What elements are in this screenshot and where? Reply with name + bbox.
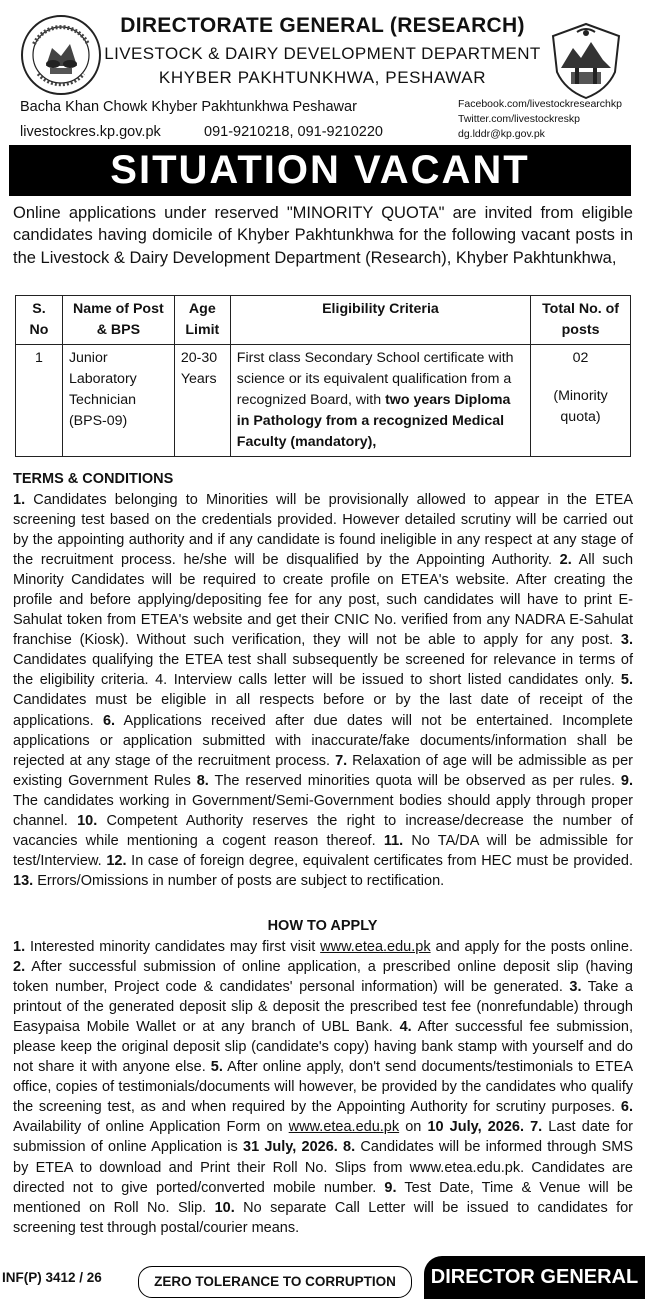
term-text: In case of foreign degree, equivalent certificates from HEC must be provided. (131, 852, 634, 869)
howto-text: Test Date, Time & Venue will be mentioned on Roll No. Slip. (13, 1179, 633, 1216)
email-address: dg.lddr@kp.gov.pk (458, 128, 545, 140)
cell-posts (531, 345, 631, 457)
term-number: 7. (335, 752, 348, 769)
howto-text: and apply for the posts online. (435, 939, 634, 955)
term-number: 5. (620, 672, 634, 689)
org-location: KHYBER PAKHTUNKHWA, PESHAWAR (158, 68, 487, 87)
cell-sno: 1 (16, 345, 63, 457)
howto-text: Interested minority candidates may first visit (29, 939, 316, 955)
term-number: 2. (559, 552, 572, 569)
term-text: The candidates working in Government/Semi-Government bodies should apply through proper channel. (13, 792, 633, 829)
etea-link[interactable]: www.etea.edu.pk (288, 1119, 400, 1136)
advert-reference: INF(P) 3412 / 26 (2, 1270, 102, 1285)
signatory-label: DIRECTOR GENERAL (424, 1256, 645, 1299)
col-header-posts: Total No. of posts (531, 296, 631, 345)
term-text: The reserved minorities quota will be observed as per rules. (214, 772, 615, 789)
twitter-link: Twitter.com/livestockreskp (458, 113, 580, 125)
cell-age: 20-30 Years (174, 345, 230, 457)
howto-text: on (405, 1119, 422, 1136)
howto-text: No separate Call Letter will be issued to candidates for screening test through postal/courier means. (13, 1199, 634, 1236)
department-name: LIVESTOCK & DAIRY DEVELOPMENT DEPARTMENT (104, 44, 541, 63)
org-title: DIRECTORATE GENERAL (RESEARCH) (120, 14, 525, 37)
term-text: Competent Authority reserves the right to increase/decrease the number of vacancies while mentioning a cogent reason thereof. (13, 812, 634, 849)
etea-link[interactable]: www.etea.edu.pk (320, 939, 431, 955)
org-website: livestockres.kp.gov.pk (20, 124, 161, 140)
term-text: Candidates qualifying the ETEA test shall subsequently be screened for relevance in terms of the eligibility criteria. 4. Interview calls letter will be issued to short listed candidates only. (13, 652, 633, 689)
term-text: No TA/DA will be admissible for test/Interview. (13, 832, 634, 869)
howto-text: Availability of online Application Form on (13, 1119, 283, 1136)
howto-text: Candidates will be informed through SMS by ETEA to download and Print their Roll No. Slips from www.etea.edu.pk. Candidates are directed not to give ported/converted mobile number. (13, 1139, 634, 1196)
org-address: Bacha Khan Chowk Khyber Pakhtunkhwa Peshawar (20, 99, 357, 115)
col-header-criteria: Eligibility Criteria (230, 296, 530, 345)
intro-text: Online applications under reserved "MINORITY QUOTA" are invited from eligible candidates having domicile of Khyber Pakhtunkhwa for the following vacant posts in the Livestock & Dairy Development Department (Research), Khyber Pakhtunkhwa, (13, 204, 633, 267)
cell-criteria (230, 345, 530, 457)
howto-text: Take a printout of the generated deposit slip & deposit the prescribed test fee (nonrefundable) through Easypaisa Mobile Wallet or at any branch of UBL Bank. (13, 979, 633, 1036)
term-number: 1. (13, 492, 26, 508)
availability-date: 10 July, 2026. (427, 1119, 524, 1136)
slogan-badge: ZERO TOLERANCE TO CORRUPTION (138, 1266, 412, 1298)
terms-body (13, 490, 633, 891)
criteria-text: First class Secondary School certificate with science or its equivalent qualification from a recognized Board, with (236, 350, 514, 408)
terms-heading: TERMS & CONDITIONS (13, 471, 174, 487)
term-text: Applications received after due dates will not be entertained. Incomplete applications or application submitted with inaccurate/fake documents/information shall be rejected at any stage of the recruitment process. (13, 712, 633, 769)
last-date: 31 July, 2026. (243, 1139, 338, 1156)
situation-vacant-banner: SITUATION VACANT (9, 145, 631, 196)
col-header-age: Age Limit (174, 296, 230, 345)
col-header-sno: S. No (16, 296, 63, 345)
term-number: 6. (102, 712, 116, 729)
howto-text: After online apply, don't send documents/testimonials to ETEA office, copies of testimonials/documents will however, be provided by the candidates who qualify the screening test, as and when required by the Appointing Authority for scrutiny purposes. (13, 1059, 633, 1116)
term-number: 13. (13, 872, 34, 889)
term-number: 11. (383, 832, 404, 849)
term-number: 9. (620, 772, 633, 789)
vacancy-table (15, 295, 631, 457)
term-text: Candidates belonging to Minorities will be provisionally allowed to appear in the ETEA screening test based on the credentials provided. However detailed scrutiny will be carried out by the appointing authority and if any candidate is found ineligible in any respect at any stage of the recruitment process. he/she will be disqualified by the Appointing Authority. (13, 492, 633, 569)
term-text: Candidates must be eligible in all respects before or by the last date of receipt of the applications. (13, 692, 633, 729)
how-to-apply-heading: HOW TO APPLY (267, 918, 378, 934)
term-number: 12. (106, 852, 127, 869)
table-row (16, 345, 631, 457)
howto-text: Last date for submission of online Application is (13, 1119, 634, 1156)
term-text: Errors/Omissions in number of posts are subject to rectification. (37, 872, 445, 889)
howto-text: After successful submission of online application, a prescribed online deposit slip (having token number, Project code & candidates' personal information) will be generated. (13, 959, 634, 996)
table-header-row (16, 296, 631, 345)
posts-count: 02 (572, 350, 589, 366)
criteria-bold-text: two years Diploma in Pathology from a recognized Medical Faculty (mandatory), (236, 392, 511, 450)
cell-post: Junior Laboratory Technician (BPS-09) (62, 345, 174, 457)
posts-quota: (Minority quota) (553, 388, 608, 425)
term-text: Relaxation of age will be admissible as per existing Government Rules (13, 752, 633, 789)
howto-text: After successful fee submission, please keep the original deposit slip (candidate's copy) having bank stamp with yourself and do not share it with anyone else. (13, 1019, 633, 1076)
how-to-apply-body: 1. Interested minority candidates may first visit www.etea.edu.pk and apply for the posts online. 2. After successful submission of online application, a prescribed online deposit slip (having token number, Project code & candidates' personal information) will be generated. 3. Take a printout of the generated deposit slip & deposit the prescribed test fee (nonrefundable) through Easypaisa Mobile Wallet or at any branch of UBL Bank. 4. After successful fee submission, please keep the original deposit slip (candidate's copy) having bank stamp with yourself and do not share it with anyone else. 5. After online apply, don't send documents/testimonials to ETEA office, copies of testimonials/documents will however, be provided by the candidates who qualify the screening test, as and when required by the Appointing Authority for scrutiny purposes. 6. Availability of online Application Form on www.etea.edu.pk on 10 July, 2026. 7. Last date for submission of online Application is 31 July, 2026. 8. Candidates will be informed through SMS by ETEA to download and Print their Roll No. Slips from www.etea.edu.pk. Candidates are directed not to give ported/converted mobile number. 9. Test Date, Time & Venue will be mentioned on Roll No. Slip. 10. No separate Call Letter will be issued to candidates for screening test through postal/courier means. (13, 939, 634, 1236)
org-phones: 091-9210218, 091-9210220 (204, 124, 383, 140)
facebook-link: Facebook.com/livestockresearchkp (458, 98, 622, 110)
term-number: 3. (620, 632, 634, 649)
col-header-post: Name of Post & BPS (62, 296, 174, 345)
term-text: All such Minority Candidates will be required to create profile on ETEA's website. After creating the profile and before applying/depositing fee for any post, such candidates will have to print E-Sahulat token from ETEA's website and get their CNIC No. verified from any NADRA E-Sahulat franchise (Kiosk). Without such verification, they will not be able to apply for any post. (13, 552, 634, 649)
term-number: 10. (77, 812, 98, 829)
term-number: 8. (196, 772, 209, 789)
